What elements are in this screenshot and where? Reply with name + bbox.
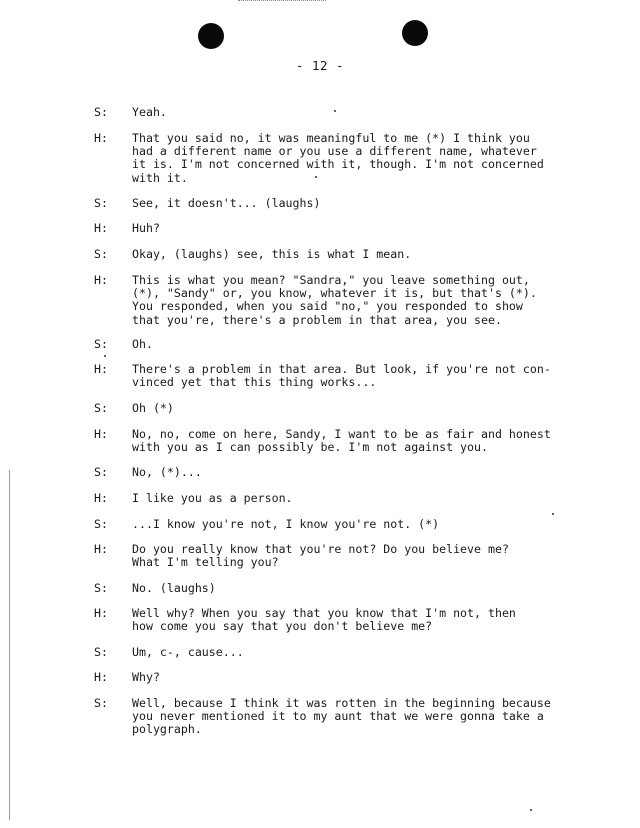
speaker-label: S: [94,696,108,710]
dialogue-text: Well, because I think it was rotten in the beginning because you never mentioned it to my aunt that we were gonna take a polygraph. [132,696,551,737]
speaker-label: S: [94,581,108,595]
dialogue-text: Um, c-, cause... [132,645,244,659]
scan-speck [104,355,106,357]
speaker-label: H: [94,427,108,441]
dialogue-text: There's a problem in that area. But look, if you're not con- vinced yet that this thing works... [132,362,551,390]
dialogue-text: See, it doesn't... (laughs) [132,196,321,210]
speaker-label: S: [94,517,108,531]
speaker-label: S: [94,247,108,261]
speaker-label: S: [94,105,108,119]
dialogue-text: Well why? When you say that you know that I'm not, then how come you say that you don't believe me? [132,606,516,634]
speaker-label: H: [94,670,108,684]
dialogue-text: No. (laughs) [132,581,216,595]
dialogue-text: Okay, (laughs) see, this is what I mean. [132,247,412,261]
dialogue-text: Oh. [132,337,153,351]
dialogue-text: No, (*)... [132,465,202,479]
punch-hole-right [402,20,428,46]
speaker-label: H: [94,542,108,556]
dialogue-text: Oh (*) [132,401,174,415]
dialogue-text: That you said no, it was meaningful to me (*) I think you had a different name or you use a different name, whatever it is. I'm not concerned with it, though. I'm not concerned with it. [132,131,544,185]
dialogue-text: No, no, come on here, Sandy, I want to be as fair and honest with you as I can possibly be. I'm not against you. [132,427,551,455]
dialogue-text: ...I know you're not, I know you're not. (*) [132,517,440,531]
dialogue-text: Yeah. [132,105,167,119]
left-margin-line [9,470,10,820]
punch-hole-left [198,23,224,49]
speaker-label: H: [94,362,108,376]
dialogue-text: This is what you mean? "Sandra," you leave something out, (*), "Sandy" or, you know, whatever it is, but that's (*). You responded, when you said "no," you responded to show that you're, there's a problem in that area, you see. [132,273,537,327]
speaker-label: H: [94,491,108,505]
speaker-label: S: [94,645,108,659]
speaker-label: H: [94,221,108,235]
speaker-label: H: [94,131,108,145]
dialogue-text: I like you as a person. [132,491,293,505]
scan-speck [552,513,554,515]
speaker-label: S: [94,337,108,351]
speaker-label: S: [94,401,108,415]
speaker-label: H: [94,273,108,287]
top-rule [238,0,326,2]
dialogue-text: Do you really know that you're not? Do you believe me? What I'm telling you? [132,542,509,570]
speaker-label: S: [94,196,108,210]
dialogue-text: Why? [132,670,160,684]
speaker-label: H: [94,606,108,620]
dialogue-text: Huh? [132,221,160,235]
scan-speck [530,809,532,811]
page-number: - 12 - [295,58,345,73]
scan-speck [334,110,336,112]
scan-speck [315,176,317,178]
speaker-label: S: [94,465,108,479]
